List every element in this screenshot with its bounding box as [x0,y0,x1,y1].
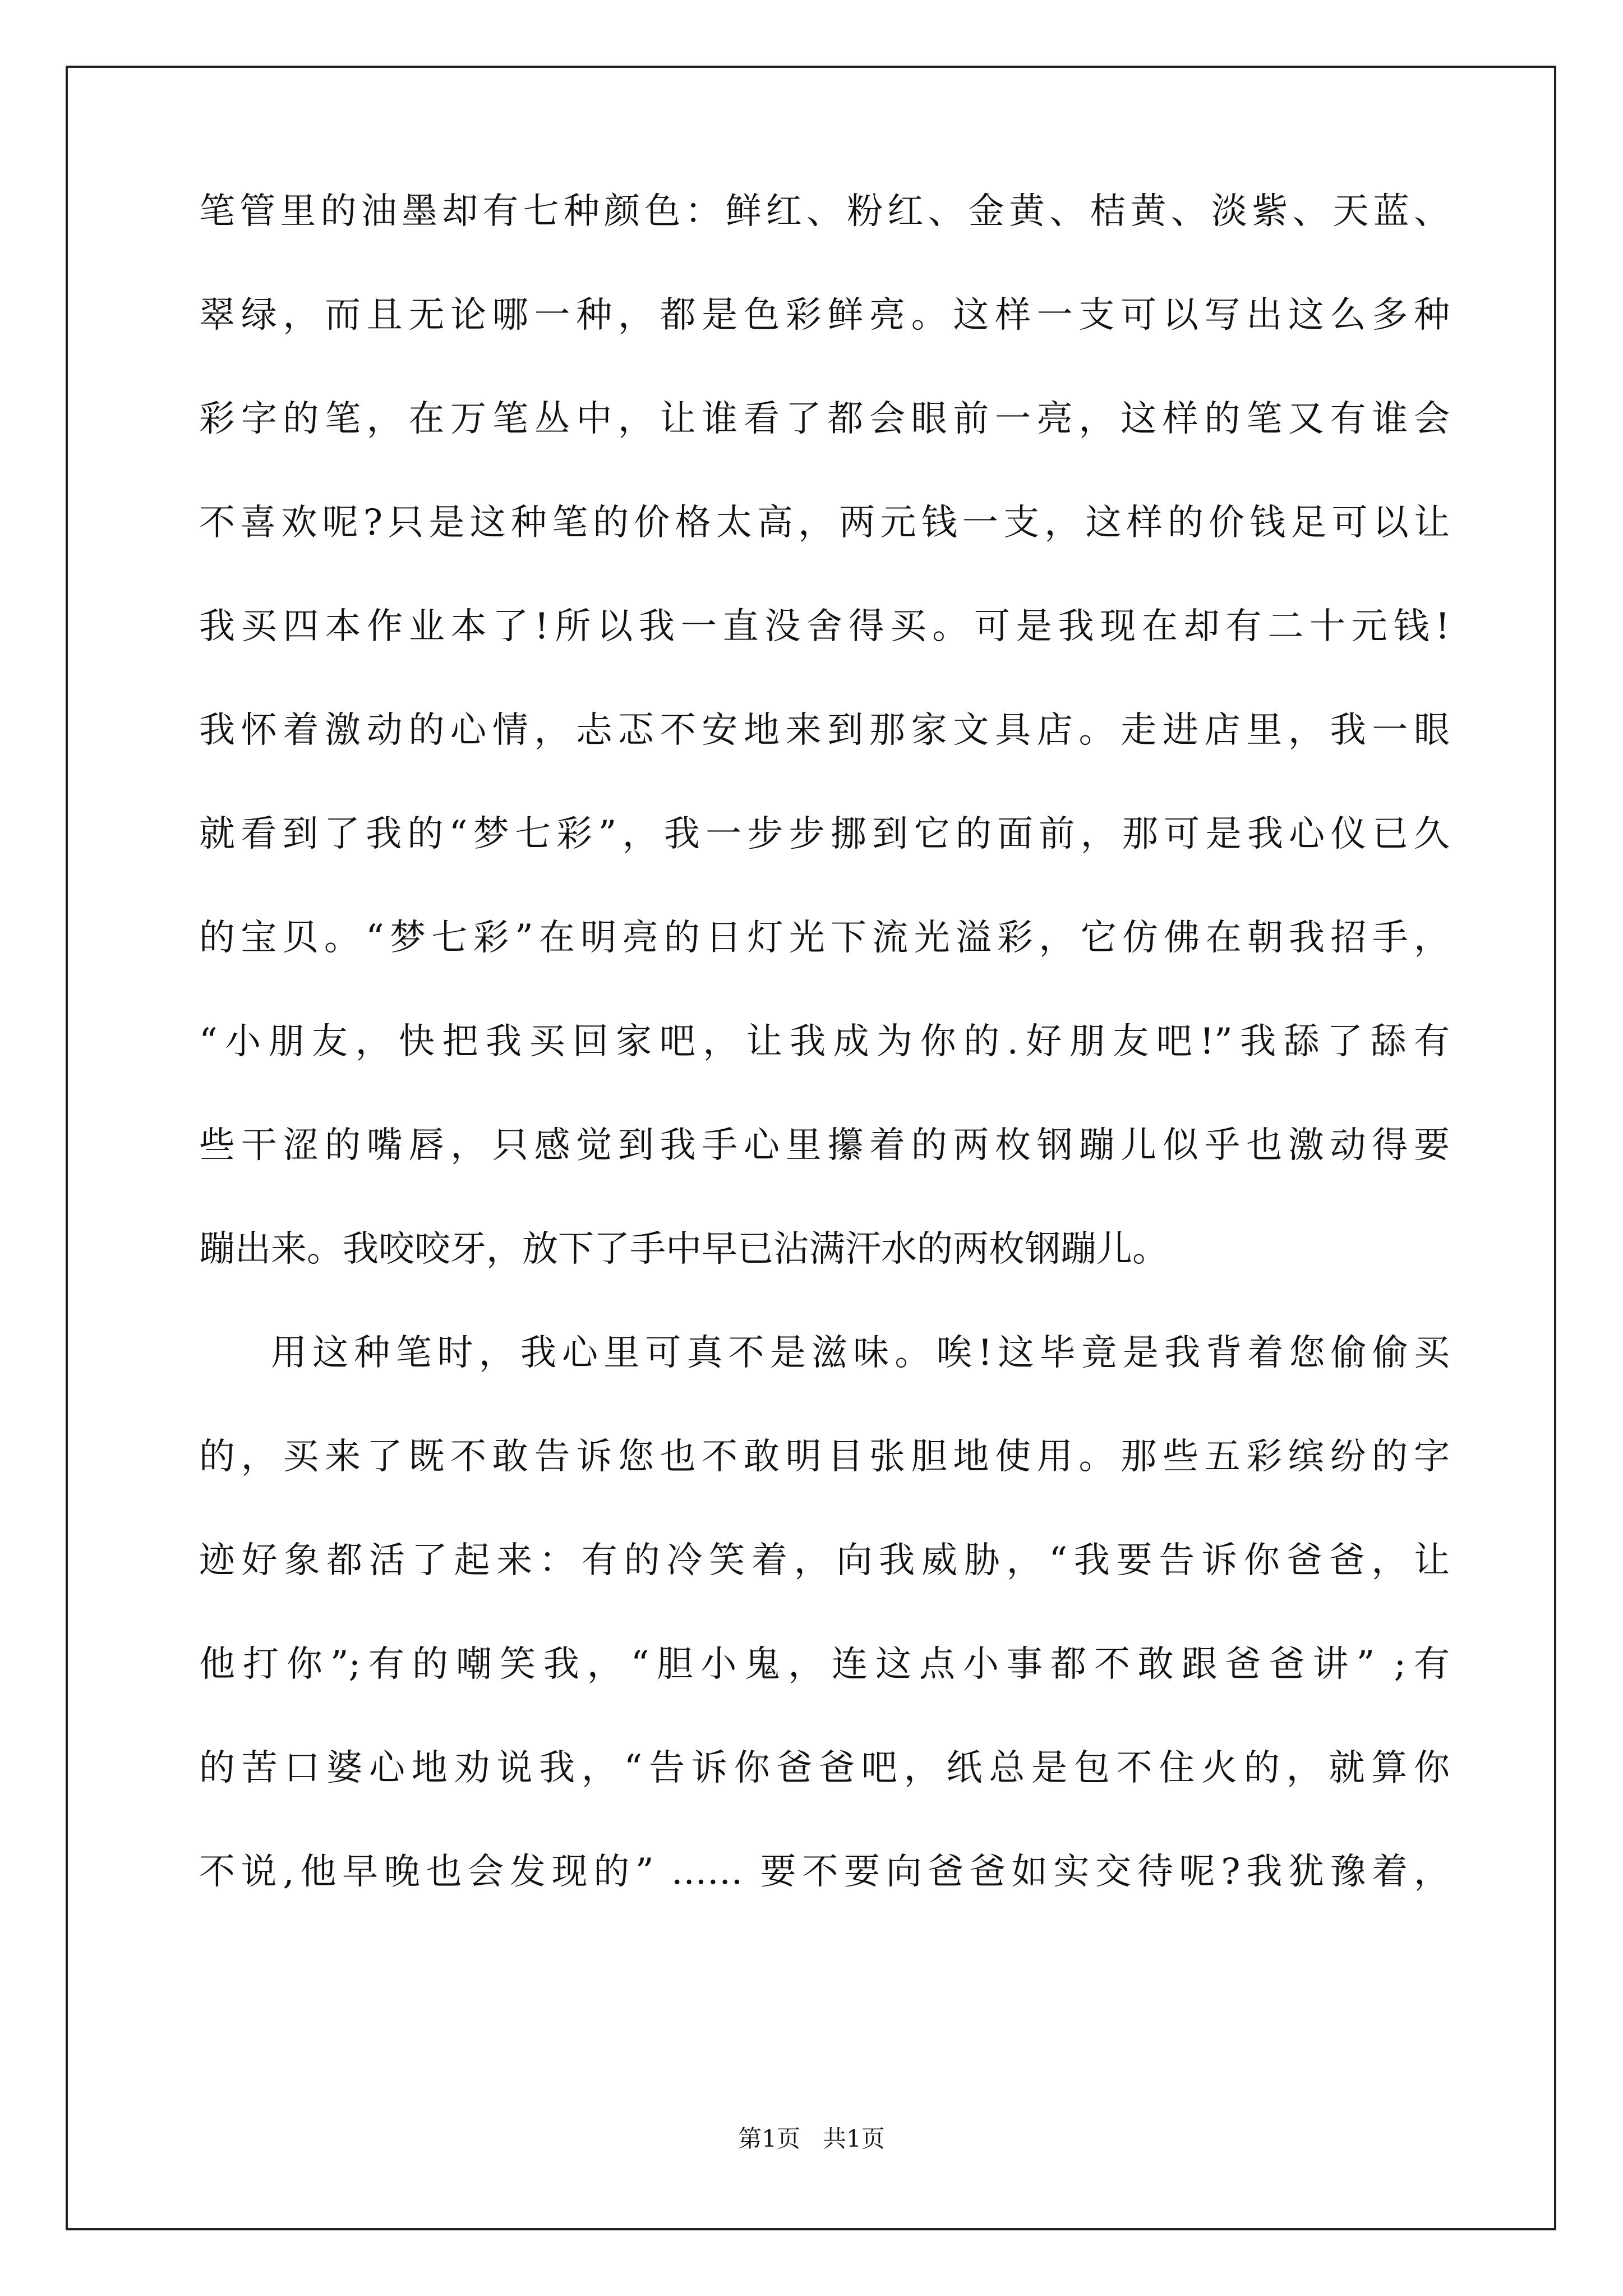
text-line: 翠绿，而且无论哪一种，都是色彩鲜亮。这样一支可以写出这么多种 [199,295,1450,336]
page-number-footer: 第1页 共1页 [738,2125,885,2152]
text-line: 用这种笔时，我心里可真不是滋味。唉!这毕竟是我背着您偷偷买 [271,1332,1450,1374]
text-line: 彩字的笔，在万笔丛中，让谁看了都会眼前一亮，这样的笔又有谁会 [199,398,1450,440]
text-line: 不说,他早晚也会发现的” …… 要不要向爸爸如实交待呢?我犹豫着， [199,1851,1450,1893]
text-line: 我买四本作业本了!所以我一直没舍得买。可是我现在却有二十元钱! [199,606,1450,647]
text-line: 就看到了我的“梦七彩”，我一步步挪到它的面前，那可是我心仪已久 [199,813,1450,855]
text-line: 不喜欢呢?只是这种笔的价格太高，两元钱一支，这样的价钱足可以让 [199,502,1450,544]
text-line: 的宝贝。“梦七彩”在明亮的日灯光下流光溢彩，它仿佛在朝我招手， [199,917,1450,959]
text-line: “小朋友，快把我买回家吧，让我成为你的.好朋友吧!”我舔了舔有 [199,1021,1450,1062]
text-line: 的，买来了既不敢告诉您也不敢明目张胆地使用。那些五彩缤纷的字 [199,1436,1450,1478]
text-line: 些干涩的嘴唇，只感觉到我手心里攥着的两枚钢蹦儿似乎也激动得要 [199,1125,1450,1166]
text-line: 蹦出来。我咬咬牙，放下了手中早已沾满汗水的两枚钢蹦儿。 [199,1228,1168,1270]
text-line: 迹好象都活了起来：有的冷笑着，向我威胁，“我要告诉你爸爸，让 [199,1540,1450,1581]
document-body [199,160,1450,1924]
text-line: 他打你”;有的嘲笑我，“胆小鬼，连这点小事都不敢跟爸爸讲” ;有 [199,1644,1450,1685]
text-line: 我怀着激动的心情，忐忑不安地来到那家文具店。走进店里，我一眼 [199,710,1450,751]
text-line: 的苦口婆心地劝说我，“告诉你爸爸吧，纸总是包不住火的，就算你 [199,1747,1450,1789]
text-line: 笔管里的油墨却有七种颜色：鲜红、粉红、金黄、桔黄、淡紫、天蓝、 [199,191,1450,232]
